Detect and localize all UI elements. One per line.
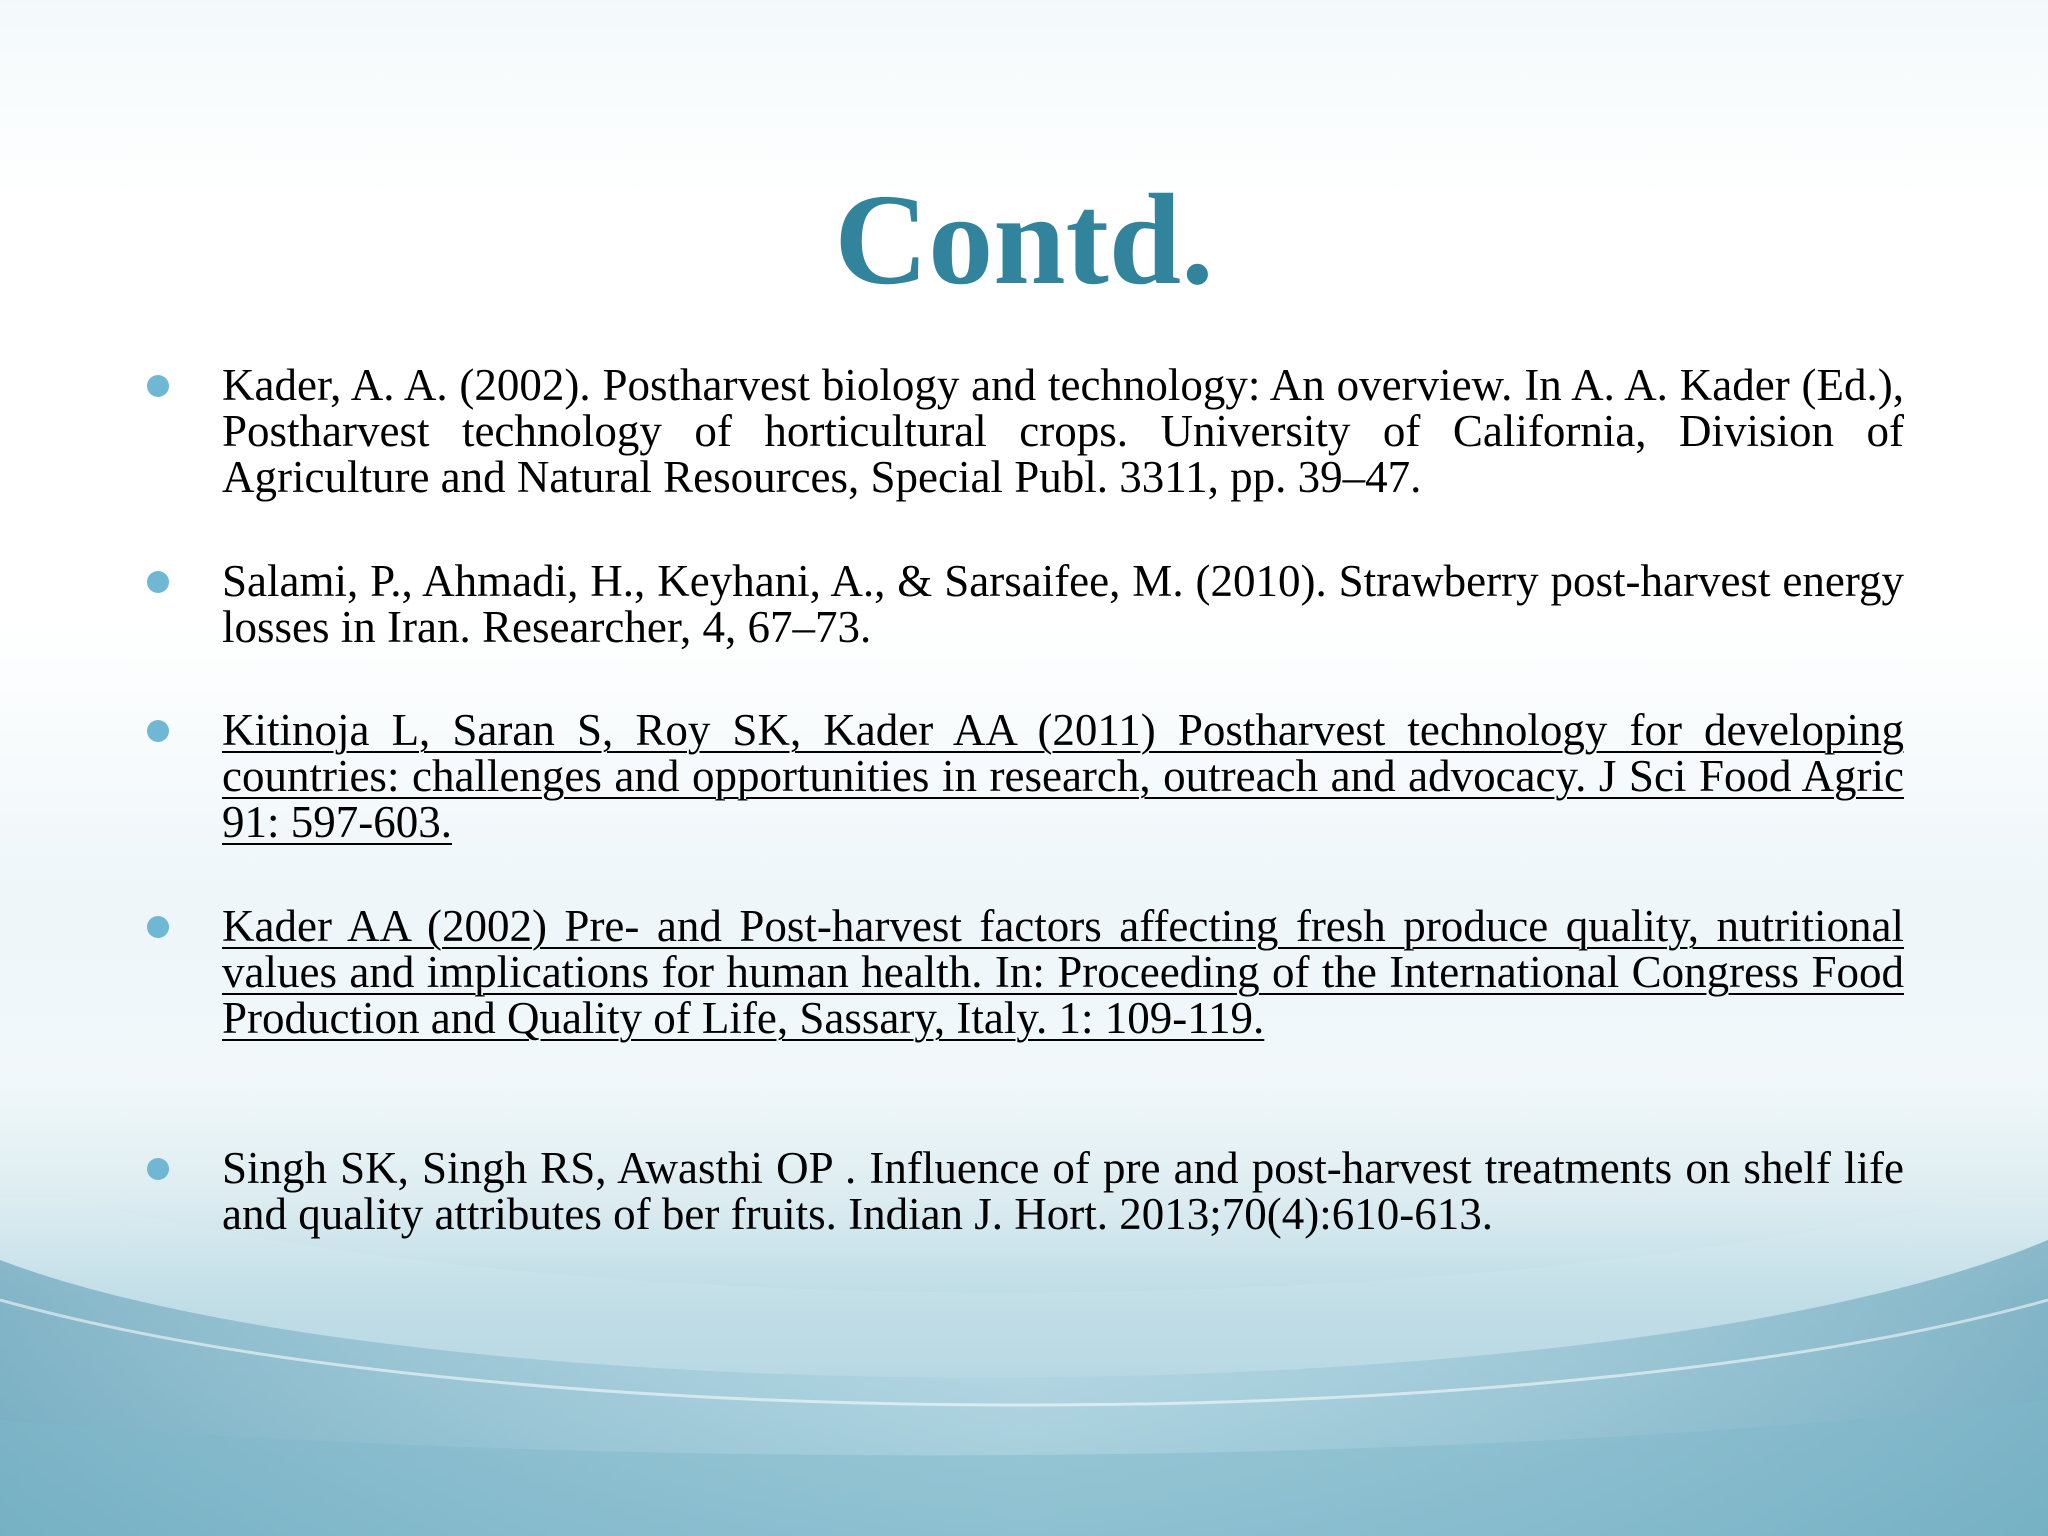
- bullet-icon: [147, 571, 169, 593]
- bullet-icon: [147, 720, 169, 742]
- bullet-icon: [147, 916, 169, 938]
- bullet-icon: [147, 1158, 169, 1180]
- bullet-icon: [147, 375, 169, 397]
- reference-item: Kader, A. A. (2002). Postharvest biology and technology: An overview. In A. A. Kader (Ed.), Postharvest technology of horticultural crops. University of California, Division of Agriculture and Natural Resources, Special Publ. 3311, pp. 39–47.: [222, 360, 1904, 502]
- reference-link[interactable]: Kitinoja L, Saran S, Roy SK, Kader AA (2011) Postharvest technology for developing countries: challenges and opportunities in research, outreach and advocacy. J Sci Food Agric 91: 597-603.: [222, 705, 1904, 847]
- reference-link[interactable]: Kader AA (2002) Pre- and Post-harvest factors affecting fresh produce quality, nutritional values and implications for human health. In: Proceeding of the International Congress Food Production and Quality of Life, Sassary, Italy. 1: 109-119.: [222, 901, 1904, 1043]
- reference-item: Singh SK, Singh RS, Awasthi OP . Influence of pre and post-harvest treatments on shelf life and quality attributes of ber fruits. Indian J. Hort. 2013;70(4):610-613.: [222, 1143, 1904, 1239]
- slide-title: Contd.: [834, 168, 1214, 312]
- reference-item: Salami, P., Ahmadi, H., Keyhani, A., & Sarsaifee, M. (2010). Strawberry post-harvest energy losses in Iran. Researcher, 4, 67–73.: [222, 556, 1904, 652]
